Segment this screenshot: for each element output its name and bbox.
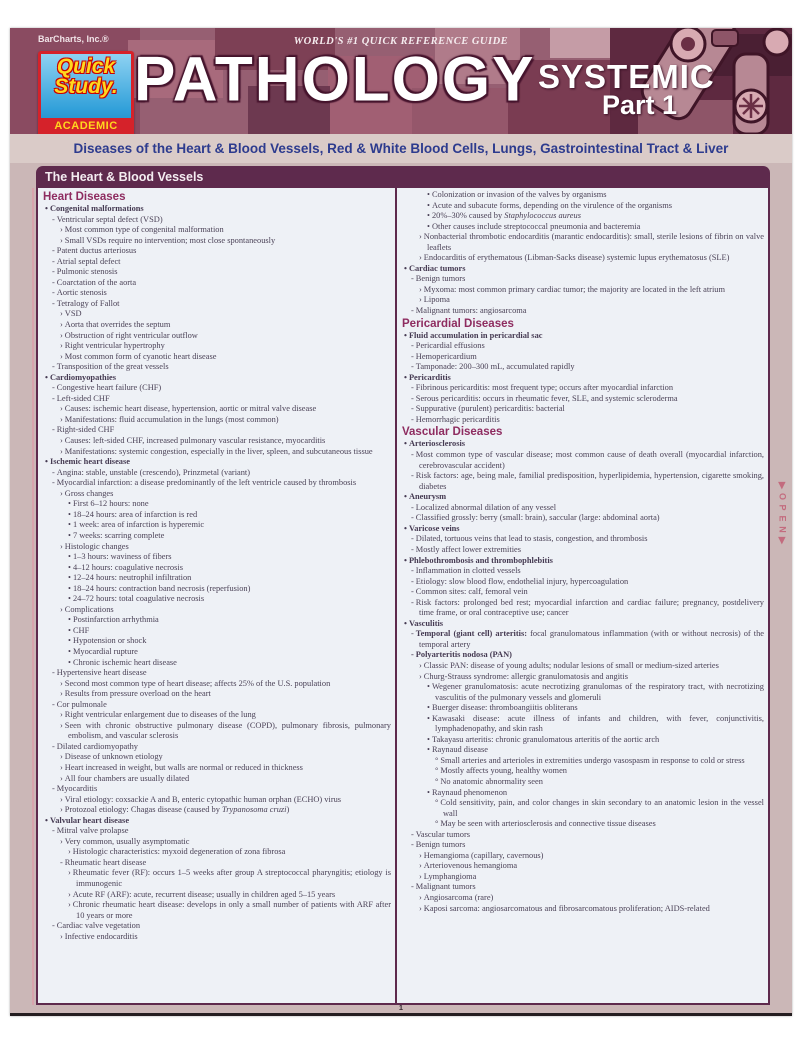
- content-line: › Acute RF (ARF): acute, recurrent disease; usually in children aged 5–15 years: [68, 889, 336, 899]
- content-line: - Benign tumors: [411, 274, 466, 284]
- content-line: › Lymphangioma: [419, 871, 477, 881]
- content-line: › Right ventricular hypertrophy: [60, 341, 165, 351]
- content-line: - Most common type of vascular disease; most common cause of death overall (myocardial infarction, cerebrovascular accident): [411, 450, 764, 470]
- content-line: › Obstruction of right ventricular outflow: [60, 330, 198, 340]
- content-line: › Endocarditis of erythematous (Libman-Sacks disease) systemic lupus erythematosus (SLE): [419, 253, 730, 263]
- content-line: - Rheumatic heart disease: [60, 857, 147, 867]
- content-line: - Common sites: calf, femoral vein: [411, 587, 528, 597]
- content-line: › Most common form of cyanotic heart disease: [60, 351, 217, 361]
- content-line: › Kaposi sarcoma: angiosarcomatous and fibrosarcomatous proliferation; AIDS-related: [419, 903, 710, 913]
- content-line: • Kawasaki disease: acute illness of infants and children, with fever, conjunctivitis, lymphadenopathy, and skin rash: [427, 713, 764, 734]
- content-line: ° May be seen with arteriosclerosis and connective tissue diseases: [435, 819, 656, 829]
- content-line: - Angina: stable, unstable (crescendo), Prinzmetal (variant): [52, 467, 251, 477]
- content-line: › Arteriovenous hemangioma: [419, 861, 518, 871]
- content-line: › Chronic rheumatic heart disease: develops in only a small number of patients with ARF after 10 years or more: [68, 900, 391, 920]
- content-line: › Histologic characteristics: myxoid degeneration of zona fibrosa: [68, 847, 286, 857]
- content-line: • Wegener granulomatosis: acute necrotizing granulomas of the respiratory tract, with necrotizing vasculitis of the pulmonary vessels and glomeruli: [427, 682, 764, 702]
- content-line: - Serous pericarditis: occurs in rheumatic fever, SLE, and systemic scleroderma: [411, 393, 678, 403]
- content-line: • Myocardial rupture: [68, 646, 138, 656]
- content-line: - Congestive heart failure (CHF): [52, 383, 162, 393]
- content-line: - Myocardial infarction: a disease predominantly of the left ventricle caused by thrombosis: [52, 478, 357, 488]
- content-line: › Infective endocarditis: [60, 931, 138, 941]
- content-line: - Temporal (giant cell) arteritis: focal granulomatous inflammation (with or without necrosis) of the temporal artery: [411, 629, 764, 649]
- tagline: WORLD'S #1 QUICK REFERENCE GUIDE: [293, 36, 509, 47]
- content-line: • Valvular heart disease: [45, 815, 130, 825]
- content-line: - Risk factors: age, being male, familial predisposition, hyperlipidemia, hypertension, cigarette smoking, diabetes: [411, 471, 764, 491]
- content-line: • Postinfarction arrhythmia: [68, 615, 159, 625]
- content-line: - Malignant tumors: angiosarcoma: [411, 306, 527, 316]
- content-line: ° No anatomic abnormality seen: [435, 776, 543, 786]
- content-line: › Results from pressure overload on the heart: [60, 689, 211, 699]
- content-line: - Hemorrhagic pericarditis: [411, 414, 500, 424]
- content-line: ° Mostly affects young, healthy women: [435, 766, 567, 776]
- content-line: • Congenital malformations: [45, 204, 144, 213]
- guide-edition-line1: SYSTEMIC: [538, 58, 715, 95]
- content-line: › Manifestations: systemic congestion, especially in the liver, spleen, and subcutaneous tissue: [60, 446, 373, 456]
- content-line: ° Cold sensitivity, pain, and color changes in skin secondary to an anatomic lesion in the vessel wall: [435, 798, 764, 818]
- content-line: - Cor pulmonale: [52, 699, 107, 709]
- content-line: • 1–3 hours: waviness of fibers: [68, 552, 172, 562]
- content-line: ° Small arteries and arterioles in extremities undergo vasospasm in response to cold or stress: [435, 755, 745, 765]
- content-line: • First 6–12 hours: none: [68, 499, 149, 509]
- content-line: - Suppurative (purulent) pericarditis: bacterial: [411, 404, 565, 414]
- content-line: - Hypertensive heart disease: [52, 668, 147, 678]
- content-line: • 7 weeks: scarring complete: [68, 530, 165, 540]
- content-line: • Aneurysm: [404, 492, 447, 502]
- content-line: • Raynaud disease: [427, 745, 488, 755]
- content-line: • 1 week: area of infarction is hyperemic: [68, 520, 205, 530]
- content-line: - Tamponade: 200–300 mL, accumulated rapidly: [411, 362, 575, 372]
- content-line: - Tetralogy of Fallot: [52, 298, 120, 308]
- content-line: › All four chambers are usually dilated: [60, 773, 190, 783]
- content-line: • Takayasu arteritis: chronic granulomatous arteritis of the aortic arch: [427, 734, 660, 744]
- content-line: • Varicose veins: [404, 523, 460, 533]
- content-line: › Myxoma: most common primary cardiac tumor; the majority are located in the left atrium: [419, 284, 725, 294]
- content-line: • CHF: [68, 625, 90, 635]
- content-line: › Causes: left-sided CHF, increased pulmonary vascular resistance, myocarditis: [60, 436, 326, 446]
- content-line: - Myocarditis: [52, 784, 98, 794]
- content-line: › Lipoma: [419, 295, 450, 305]
- academic-badge: ACADEMIC: [41, 118, 131, 134]
- content-line: • 12–24 hours: neutrophil infiltration: [68, 573, 192, 583]
- content-line: › Aorta that overrides the septum: [60, 320, 171, 330]
- content-line: › Complications: [60, 604, 114, 614]
- content-line: › Nonbacterial thrombotic endocarditis (marantic endocarditis): small, sterile lesions of fibrin on valve leaflets: [419, 232, 764, 252]
- content-line: - Pulmonic stenosis: [52, 267, 118, 277]
- content-line: • Other causes include streptococcal pneumonia and bacteremia: [427, 221, 641, 231]
- content-line: • 24–72 hours: total coagulative necrosis: [68, 594, 205, 604]
- quickstudy-logo: [38, 51, 134, 134]
- open-edge-marker: ▶ O P E N ▶: [777, 482, 788, 544]
- content-line: › Right ventricular enlargement due to diseases of the lung: [60, 710, 256, 720]
- logo-line2: Study.: [54, 75, 118, 98]
- content-line: - Fibrinous pericarditis: most frequent type; occurs after myocardial infarction: [411, 383, 674, 393]
- content-line: › Gross changes: [60, 488, 114, 498]
- column-section-heading: Heart Diseases: [43, 191, 126, 203]
- right-column: [397, 188, 768, 1003]
- content-line: › Hemangioma (capillary, cavernous): [419, 850, 544, 860]
- section-header-heart-blood-vessels: The Heart & Blood Vessels: [36, 166, 770, 188]
- content-line: • Chronic ischemic heart disease: [68, 657, 177, 667]
- content-line: • Cardiomyopathies: [45, 372, 117, 382]
- content-line: • Fluid accumulation in pericardial sac: [404, 330, 543, 340]
- reference-guide-sheet: [10, 28, 792, 1016]
- content-line: • 18–24 hours: contraction band necrosis (reperfusion): [68, 583, 251, 593]
- content-line: - Left-sided CHF: [52, 393, 110, 403]
- content-line: - Dilated, tortuous veins that lead to stasis, congestion, and thrombosis: [411, 534, 648, 544]
- content-line: - Inflammation in clotted vessels: [411, 566, 521, 576]
- content-line: • Ischemic heart disease: [45, 457, 130, 467]
- logo-line1: Quick: [56, 55, 116, 78]
- content-line: - Ventricular septal defect (VSD): [52, 214, 163, 224]
- guide-edition-line2: Part 1: [602, 90, 678, 120]
- content-line: - Coarctation of the aorta: [52, 277, 137, 287]
- content-line: • Vasculitis: [404, 618, 444, 628]
- content-line: • Pericarditis: [404, 372, 451, 382]
- content-line: › Seen with chronic obstructive pulmonary disease (COPD), pulmonary fibrosis, pulmonary embolism, and vascular sclerosis: [60, 720, 391, 741]
- content-line: • Buerger disease: thromboangiitis obliterans: [427, 703, 578, 713]
- content-line: • Arteriosclerosis: [404, 439, 466, 449]
- content-line: › Rheumatic fever (RF): occurs 1–5 weeks after group A streptococcal pharyngitis; etiology is immunogenic: [68, 868, 391, 888]
- content-line: - Polyarteritis nodosa (PAN): [411, 650, 512, 660]
- content-line: - Right-sided CHF: [52, 425, 115, 435]
- content-line: › VSD: [60, 309, 82, 319]
- content-line: • Colonization or invasion of the valves by organisms: [427, 190, 607, 199]
- content-line: › Protozoal etiology: Chagas disease (caused by Trypanosoma cruzi): [60, 805, 290, 815]
- header: [10, 28, 792, 134]
- left-column: [38, 188, 395, 1003]
- content-line: - Transposition of the great vessels: [52, 362, 169, 372]
- publisher-name: BarCharts, Inc.®: [38, 34, 109, 44]
- column-section-heading: Vascular Diseases: [402, 426, 503, 439]
- content-line: • 18–24 hours: area of infarction is red: [68, 509, 198, 519]
- content-line: › Classic PAN: disease of young adults; nodular lesions of small or medium-sized arteries: [419, 660, 719, 670]
- content-line: › Very common, usually asymptomatic: [60, 836, 190, 846]
- page-number: 1: [398, 1003, 404, 1012]
- content-line: - Etiology: slow blood flow, endothelial injury, hypercoagulation: [411, 576, 629, 586]
- content-line: - Mitral valve prolapse: [52, 826, 129, 836]
- content-line: › Histologic changes: [60, 541, 129, 551]
- column-section-heading: Pericardial Diseases: [402, 317, 514, 330]
- content-line: › Manifestations: fluid accumulation in the lungs (most common): [60, 414, 279, 424]
- content-line: • 4–12 hours: coagulative necrosis: [68, 562, 183, 572]
- subject-bar: Diseases of the Heart & Blood Vessels, Red & White Blood Cells, Lungs, Gastrointestinal Tract & Liver: [10, 134, 792, 163]
- content-line: - Localized abnormal dilation of any vessel: [411, 502, 557, 512]
- content-line: › Disease of unknown etiology: [60, 752, 163, 762]
- content-line: - Malignant tumors: [411, 882, 476, 892]
- content-line: - Classified grossly: berry (small: brain), saccular (large: abdominal aorta): [411, 513, 660, 523]
- content-line: - Hemopericardium: [411, 351, 477, 361]
- content-line: - Atrial septal defect: [52, 256, 121, 266]
- content-line: - Aortic stenosis: [52, 288, 107, 298]
- content-line: - Pericardial effusions: [411, 341, 485, 351]
- content-line: - Benign tumors: [411, 840, 466, 850]
- content-line: › Viral etiology: coxsackie A and B, enteric cytopathic human orphan (ECHO) virus: [60, 794, 342, 804]
- content-line: • 20%–30% caused by Staphylococcus aureus: [427, 211, 581, 221]
- content-line: › Small VSDs require no intervention; most close spontaneously: [60, 235, 276, 245]
- content-line: › Second most common type of heart disease; affects 25% of the U.S. population: [60, 678, 331, 688]
- content-line: • Hypotension or shock: [68, 636, 147, 646]
- guide-title: PATHOLOGY: [134, 44, 536, 115]
- content-line: • Cardiac tumors: [404, 263, 466, 273]
- content-line: › Causes: ischemic heart disease, hypertension, aortic or mitral valve disease: [60, 404, 317, 414]
- content-line: - Patent ductus arteriosus: [52, 246, 137, 256]
- content-line: • Phlebothrombosis and thrombophlebitis: [404, 555, 553, 565]
- content-line: • Acute and subacute forms, depending on the virulence of the organisms: [427, 200, 673, 210]
- content-line: • Raynaud phenomenon: [427, 787, 508, 797]
- content-line: › Most common type of congenital malformation: [60, 225, 224, 235]
- content-line: - Cardiac valve vegetation: [52, 921, 141, 931]
- laminate-edge-strip: [32, 188, 34, 1005]
- content-line: - Dilated cardiomyopathy: [52, 741, 138, 751]
- content-line: › Heart increased in weight, but walls are normal or reduced in thickness: [60, 762, 303, 772]
- content-line: - Mostly affect lower extremities: [411, 544, 521, 554]
- content-area: [36, 188, 770, 1005]
- content-line: - Risk factors: prolonged bed rest; myocardial infarction and cardiac failure; pregnancy, postdelivery time frame, or oral contraceptive use; cancer: [411, 597, 764, 618]
- content-line: › Churg-Strauss syndrome: allergic granulomatosis and angitis: [419, 671, 628, 681]
- content-line: - Vascular tumors: [411, 829, 470, 839]
- content-line: › Angiosarcoma (rare): [419, 893, 494, 902]
